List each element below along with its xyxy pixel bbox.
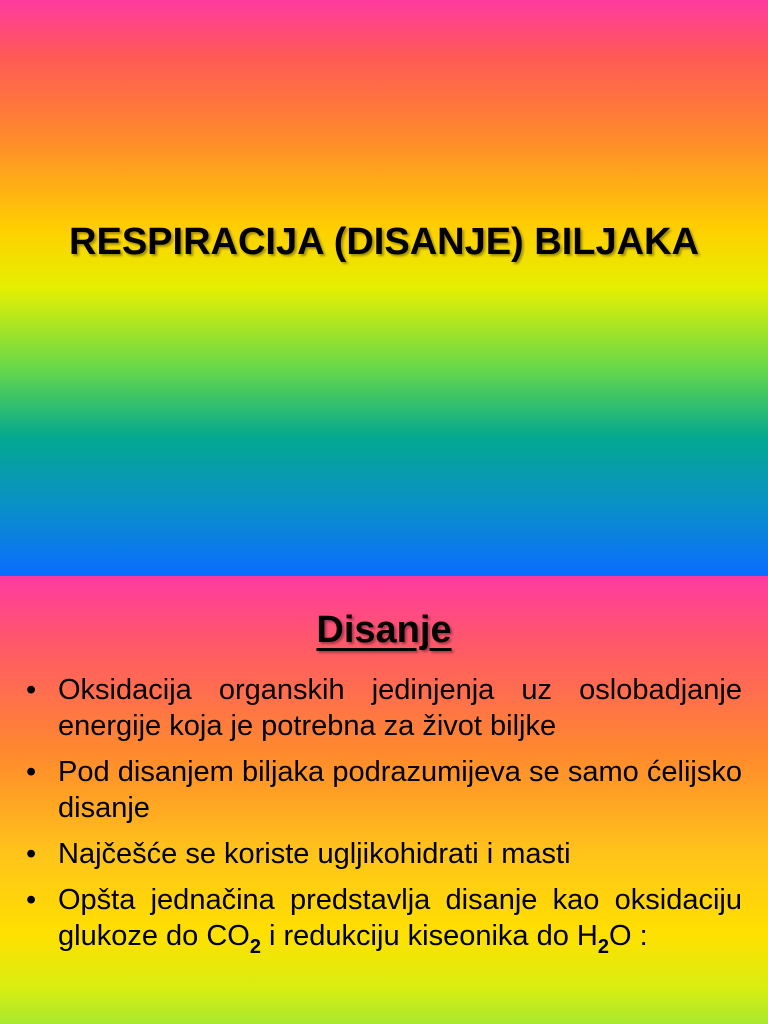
slide-heading: Disanje xyxy=(316,609,452,651)
equation-text-2: i redukciju kiseonika do H xyxy=(260,920,598,952)
bullet-text: Najčešće se koriste ugljikohidrati i masti xyxy=(58,838,571,870)
bullet-icon: • xyxy=(26,884,37,916)
bullet-text: Oksidacija organskih jedinjenja uz oslobadjanje energije koja je potrebna za život biljke xyxy=(58,674,742,742)
bullet-text: Pod disanjem biljaka podrazumijeva se samo ćelijsko disanje xyxy=(58,756,742,824)
bullet-item-1 xyxy=(24,672,742,744)
bullet-item-3 xyxy=(24,836,742,872)
bullet-icon: • xyxy=(26,838,37,870)
equation-text-3: O : xyxy=(608,920,648,952)
bullet-icon: • xyxy=(26,756,37,788)
bullet-text xyxy=(58,884,742,958)
bullet-list xyxy=(24,672,742,964)
bullet-icon: • xyxy=(26,674,37,706)
co2-subscript: 2 xyxy=(249,936,261,958)
h2o-subscript: 2 xyxy=(597,936,609,958)
bullet-item-2 xyxy=(24,754,742,826)
slide-disanje xyxy=(0,576,768,1024)
slide-title-text: RESPIRACIJA (DISANJE) BILJAKA xyxy=(69,221,699,263)
bullet-item-4 xyxy=(24,882,742,958)
equation-text-1: Opšta jednačina predstavlja disanje kao oksidaciju glukoze do CO xyxy=(58,884,742,952)
